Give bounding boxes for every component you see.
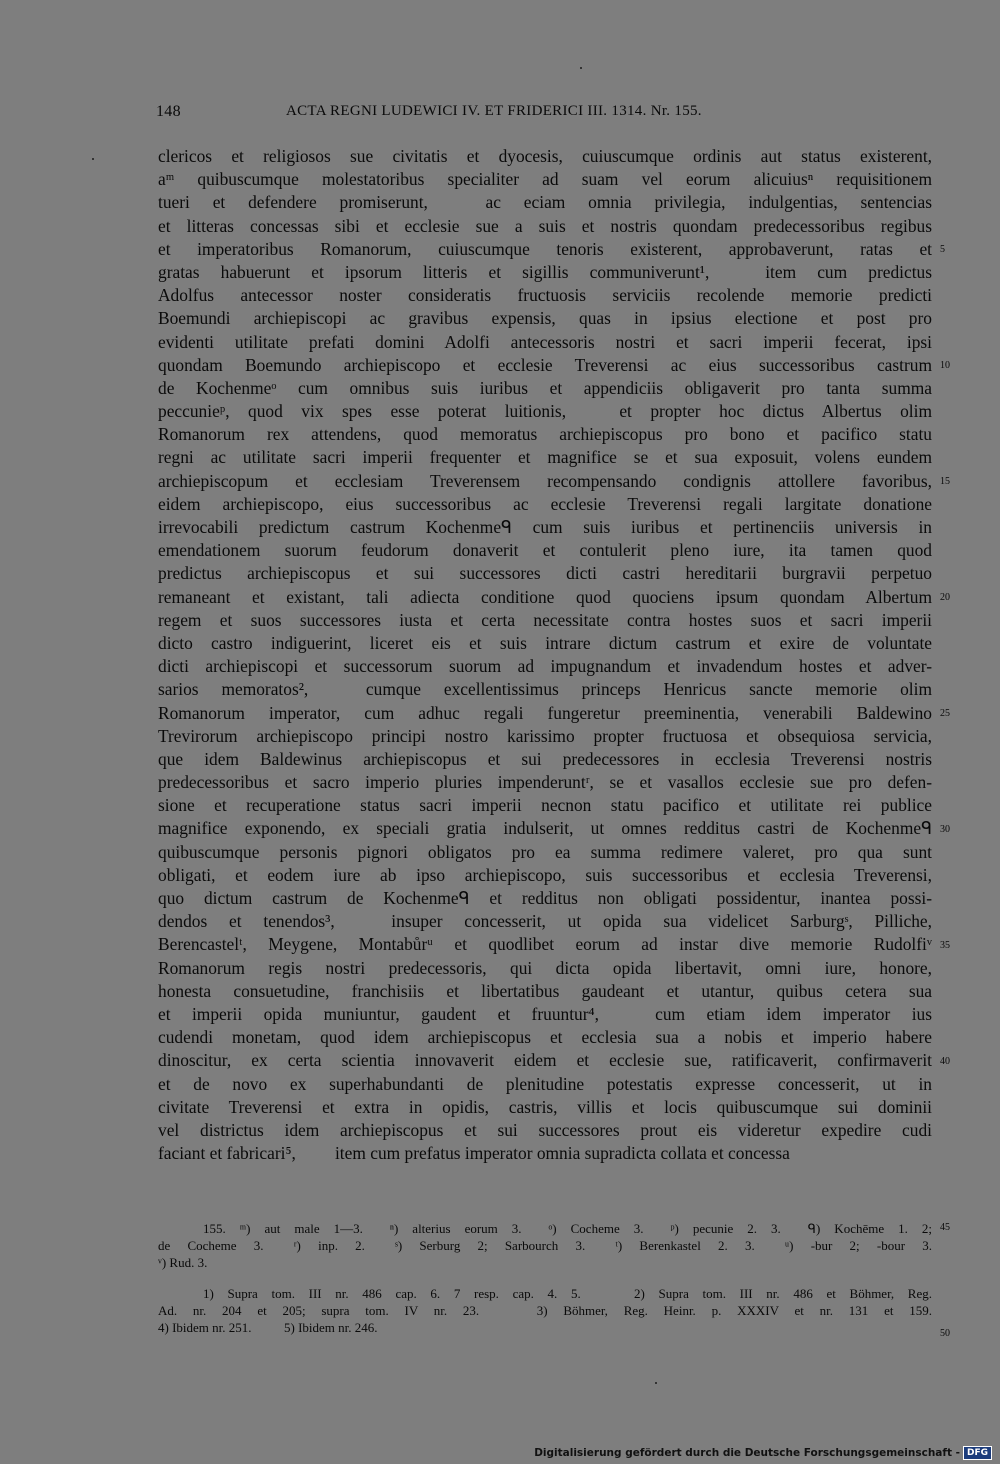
text-line: obligati, et eodem iure ab ipso archiepiscopo, suis successoribus et ecclesia Treverensi,	[158, 864, 932, 885]
footnote-line: Ad. nr. 204 et 205; supra tom. IV nr. 23. 3) Böhmer, Reg. Heinr. p. XXXIV et nr. 131 et 159.	[158, 1303, 932, 1318]
main-text	[158, 145, 932, 1165]
text-line: aᵐ quibuscumque molestatoribus specialiter ad suam vel eorum alicuiusⁿ requisitionem	[158, 169, 932, 190]
text-line: vel districtus idem archiepiscopus et sui successores prout eis videretur expedire cudi	[158, 1119, 932, 1140]
text-line: et de novo ex superhabundanti de plenitudine potestatis expresse concesserit, ut in	[158, 1073, 932, 1094]
text-line: Romanorum rex attendens, quod memoratus archiepiscopus pro bono et pacifico statu	[158, 424, 932, 445]
line-number: 20	[940, 591, 950, 603]
line-number: 40	[940, 1055, 950, 1067]
footnotes	[158, 1285, 932, 1336]
line-number: 25	[940, 707, 950, 719]
text-line: peccunieᵖ, quod vix spes esse poterat luitionis, et propter hoc dictus Albertus olim	[158, 401, 932, 422]
text-line: regni ac utilitate sacri imperii frequenter et magnifice se et sua exposuit, volens eundem	[158, 447, 932, 468]
text-line: de Kochenmeᵒ cum omnibus suis iuribus et appendiciis obligaverit pro tanta summa	[158, 377, 932, 398]
text-line: quondam Boemundo archiepiscopo et ecclesie Treverensi ac eius successoribus castrum	[158, 354, 932, 375]
text-line: dicti archiepiscopi et successorum suorum ad impugnandum et invadendum hostes et adver-	[158, 656, 932, 677]
text-line: et litteras concessas sibi et ecclesie sue a suis et nostris quondam predecessoribus regibus	[158, 215, 932, 236]
text-line: dicto castro indiguerint, liceret eis et suis intrare dictum castrum et exire de voluntate	[158, 632, 932, 653]
text-line: evidenti utilitate prefati domini Adolfi antecessoris nostri et sacri imperii fecerat, ipsi	[158, 331, 932, 352]
text-line: et imperatoribus Romanorum, cuiuscumque tenoris existerent, approbaverunt, ratas et	[158, 238, 932, 259]
text-line: tueri et defendere promiserunt, ac eciam omnia privilegia, indulgentias, sentencias	[158, 192, 932, 213]
text-line: faciant et fabricari⁵, item cum prefatus imperator omnia supradicta collata et concessa	[158, 1143, 790, 1164]
text-line: gratas habuerunt et ipsorum litteris et sigillis communiverunt¹, item cum predictus	[158, 261, 932, 282]
line-number: 5	[940, 243, 945, 255]
text-line: predecessoribus et sacro imperio pluries impenderuntʳ, se et vasallos ecclesie sue pro defen-	[158, 772, 932, 793]
line-number: 10	[940, 359, 950, 371]
text-line: clericos et religiosos sue civitatis et dyocesis, cuiuscumque ordinis aut status existerent,	[158, 146, 932, 166]
notes-section	[158, 1220, 932, 1336]
line-number: 15	[940, 475, 950, 487]
text-line: Trevirorum archiepiscopo principi nostro karissimo propter fructuosa et obsequiosa servicia,	[158, 725, 932, 746]
dfg-logo: DFG	[963, 1446, 992, 1460]
text-line: Romanorum imperator, cum adhuc regali fungeretur preeminentia, venerabili Baldewino	[158, 702, 932, 723]
line-number: 30	[940, 823, 950, 835]
text-line: Boemundi archiepiscopi ac gravibus expensis, quas in ipsius electione et post pro	[158, 308, 932, 329]
text-line: remaneant et existant, tali adiecta conditione quod quociens ipsum quondam Albertum	[158, 586, 932, 607]
text-line: honesta consuetudine, franchisiis et libertatibus gaudeant et utantur, quibus cetera sua	[158, 980, 932, 1001]
text-line: emendationem suorum feudorum donaverit et contulerit pleno iure, ita tamen quod	[158, 540, 932, 561]
text-line: archiepiscopum et ecclesiam Treverensem recompensando condignis attollere favoribus,	[158, 470, 932, 491]
line-number: 45	[940, 1222, 950, 1233]
footnote-line: 4) Ibidem nr. 251. 5) Ibidem nr. 246.	[158, 1320, 378, 1335]
text-line: cudendi monetam, quod idem archiepiscopus et ecclesia sua a nobis et imperio habere	[158, 1027, 932, 1048]
text-line: quo dictum castrum de Kochenmeᑫ et redditus non obligati possidentur, inantea possi-	[158, 888, 932, 908]
text-line: eidem archiepiscopo, eius successoribus ac ecclesie Treverensi regali largitate donatione	[158, 493, 932, 514]
text-line: et imperii opida muniuntur, gaudent et fruuntur⁴, cum etiam idem imperator ius	[158, 1003, 932, 1024]
footnote-line: 1) Supra tom. III nr. 486 cap. 6. 7 resp. cap. 4. 5. 2) Supra tom. III nr. 486 et Böhmer, Reg.	[203, 1286, 932, 1301]
line-number: 35	[940, 939, 950, 951]
text-line: dendos et tenendos³, insuper concesserit, ut opida sua videlicet Sarburgˢ, Pilliche,	[158, 911, 932, 932]
footer-text: Digitalisierung gefördert durch die Deutsche Forschungsgemeinschaft -	[534, 1447, 960, 1459]
critical-apparatus	[158, 1220, 932, 1271]
text-line: irrevocabili predictum castrum Kochenmeᑫ cum suis iuribus et pertinenciis universis in	[158, 517, 932, 537]
text-line: magnifice exponendo, ex speciali gratia indulserit, ut omnes redditus castri de Kochenmeᑫ	[158, 818, 932, 839]
apparatus-line: de Cocheme 3. ʳ) inp. 2. ˢ) Serburg 2; Sarbourch 3. ᵗ) Berenkastel 2. 3. ᵘ) -bur 2; -bour 3.	[158, 1238, 932, 1253]
scan-dust	[580, 67, 582, 69]
text-line: sarios memoratos², cumque excellentissimus princeps Henricus sancte memorie olim	[158, 679, 932, 700]
text-line: quibuscumque personis pignori obligatos pro ea summa redimere valeret, pro qua sunt	[158, 841, 932, 862]
text-line: predictus archiepiscopus et sui successores dicti castri hereditarii burgravii perpetuo	[158, 563, 932, 584]
text-line: que idem Baldewinus archiepiscopus et sui predecessores in ecclesia Treverensi nostris	[158, 748, 932, 769]
line-number: 50	[940, 1328, 950, 1339]
text-line: civitate Treverensi et extra in opidis, castris, villis et locis quibuscumque sui dominii	[158, 1096, 932, 1117]
text-line: Romanorum regis nostri predecessoris, qui dicta opida libertavit, omni iure, honore,	[158, 957, 932, 978]
scan-dust	[655, 1382, 657, 1384]
text-line: regem et suos successores iusta et certa necessitate contra hostes suos et sacri imperii	[158, 609, 932, 630]
page-number: 148	[156, 103, 181, 120]
apparatus-line: 155. ᵐ) aut male 1—3. ⁿ) alterius eorum 3. ᵒ) Cocheme 3. ᵖ) pecunie 2. 3. ᑫ) Kochēme 1. 2;	[203, 1221, 932, 1236]
text-line: Adolfus antecessor noster consideratis fructuosis serviciis recolende memorie predicti	[158, 285, 932, 306]
text-line: Berencastelᵗ, Meygene, Montabůrᵘ et quodlibet eorum ad instar dive memorie Rudolfiᵛ	[158, 934, 932, 955]
footer-credit	[534, 1446, 992, 1460]
apparatus-line: ᵛ) Rud. 3.	[158, 1255, 208, 1270]
running-title: ACTA REGNI LUDEWICI IV. ET FRIDERICI III. 1314. Nr. 155.	[286, 103, 702, 119]
text-line: sione et recuperatione status sacri imperii necnon statu pacifico et utilitate rei publice	[158, 795, 932, 816]
scan-dust	[92, 158, 94, 160]
text-line: dinoscitur, ex certa scientia innovaverit eidem et ecclesie sue, ratificaverit, confirmaverit	[158, 1050, 932, 1071]
